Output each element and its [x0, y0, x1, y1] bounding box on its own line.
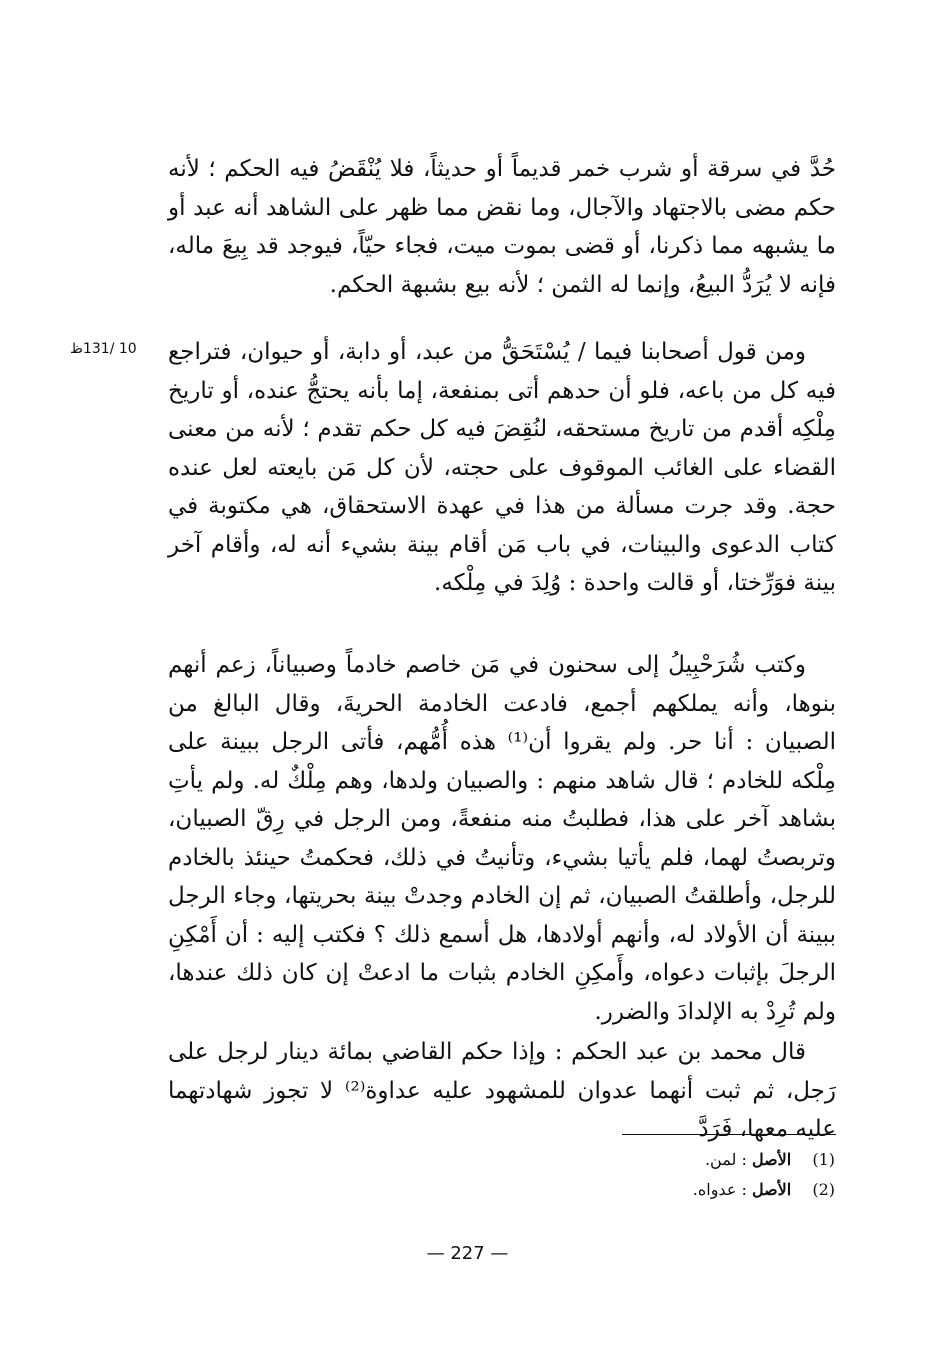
page-number: — 227 — — [426, 1243, 509, 1264]
paragraph-3 — [168, 646, 836, 1031]
paragraph-1 — [168, 150, 836, 304]
footnote-2 — [693, 1180, 835, 1199]
paragraph-text: ومن قول أصحابنا فيما / يُسْتَحَقُّ من عبد، أو دابة، أو حيوان، فتراجع فيه كل من باعه، فلو أن حدهم أتى بمنفعة، إما بأنه يحتجُّ عنده، أو تاريخ مِلْكِه أقدم من تاريخ مستحقه، لنُقِضَ فيه كل حكم تقدم ؛ لأنه من معنى القضاء على الغائب الموقوف على حجته، لأن كل مَن بايعته لعل عنده حجة. وقد جرت مسألة من هذا في عهدة الاستحقاق، هي مكتوبة في كتاب الدعوى والبينات، في باب مَن أقام بينة بشيء أنه له، وأقام آخر بينة فوَرِّختا، أو قالت واحدة : وُلِدَ في مِلْكه. — [168, 339, 836, 596]
paragraph-text: حُدَّ في سرقة أو شرب خمر قديماً أو حديثاً، فلا يُنْقَضُ فيه الحكم ؛ لأنه حكم مضى بالاجتهاد والآجال، وما نقض مما ظهر على الشاهد أنه عبد أو ما يشبهه مما ذكرنا، أو قضى بموت ميت، فجاء حيّاً، فيوجد قد بِيعَ ماله، فإنه لا يُرَدُّ البيعُ، وإنما له الثمن ؛ لأنه بيع بشبهة الحكم. — [168, 156, 836, 298]
paragraph-text: قال محمد بن عبد الحكم : وإذا حكم القاضي بمائة دينار لرجل على رَجل، ثم ثبت أنهما عدوان للمشهود عليه عداوة⁽²⁾ لا تجوز شهادتهما عليه معها، فَرَدَّ — [168, 1039, 836, 1142]
margin-reference: 10 /131ظ — [70, 341, 137, 357]
paragraph-2 — [168, 333, 836, 603]
footnote-text: : لمن. — [704, 1150, 747, 1169]
paragraph-text: وكتب شُرَحْبِيلُ إلى سحنون في مَن خاصم خادماً وصبياناً، زعم أنهم بنوها، وأنه يملكهم أجمع، فادعت الخادمة الحريةَ، وقال البالغ من الصبيان : أنا حر. ولم يقروا أن⁽¹⁾ هذه أُمُّهم، فأتى الرجل ببينة على مِلْكه للخادم ؛ قال شاهد منهم : والصبيان ولدها، وهم مِلْكٌ له. ولم يأتِ بشاهد آخر على هذا، فطلبتُ منه منفعةً، ومن الرجل في رِقّ الصبيان، وتربصتُ لهما، فلم يأتيا بشيء، وتأنيتُ في ذلك، فحكمتُ حينئذ بالخادم للرجل، وأطلقتُ الصبيان، ثم إن الخادم وجدتْ بينة بحريتها، وجاء الرجل ببينة أن الأولاد له، وأنهم أولادها، هل أسمع ذلك ؟ فكتب إليه : أن أَمْكِنِ الرجلَ بإثبات دعواه، وأَمكِنِ الخادم بثبات ما ادعتْ إن كان ذلك عندها، ولم تُرِدْ به الإلدادَ والضرر. — [168, 652, 836, 1025]
paragraph-4 — [168, 1033, 836, 1149]
footnote-label: الأصل — [751, 1150, 792, 1169]
footnote-label: الأصل — [751, 1180, 792, 1199]
footnote-divider — [622, 1134, 836, 1135]
footnote-number: (2) — [812, 1180, 835, 1199]
footnote-text: : عدواه. — [692, 1180, 747, 1199]
footnote-1 — [705, 1150, 835, 1169]
footnote-number: (1) — [812, 1150, 835, 1169]
